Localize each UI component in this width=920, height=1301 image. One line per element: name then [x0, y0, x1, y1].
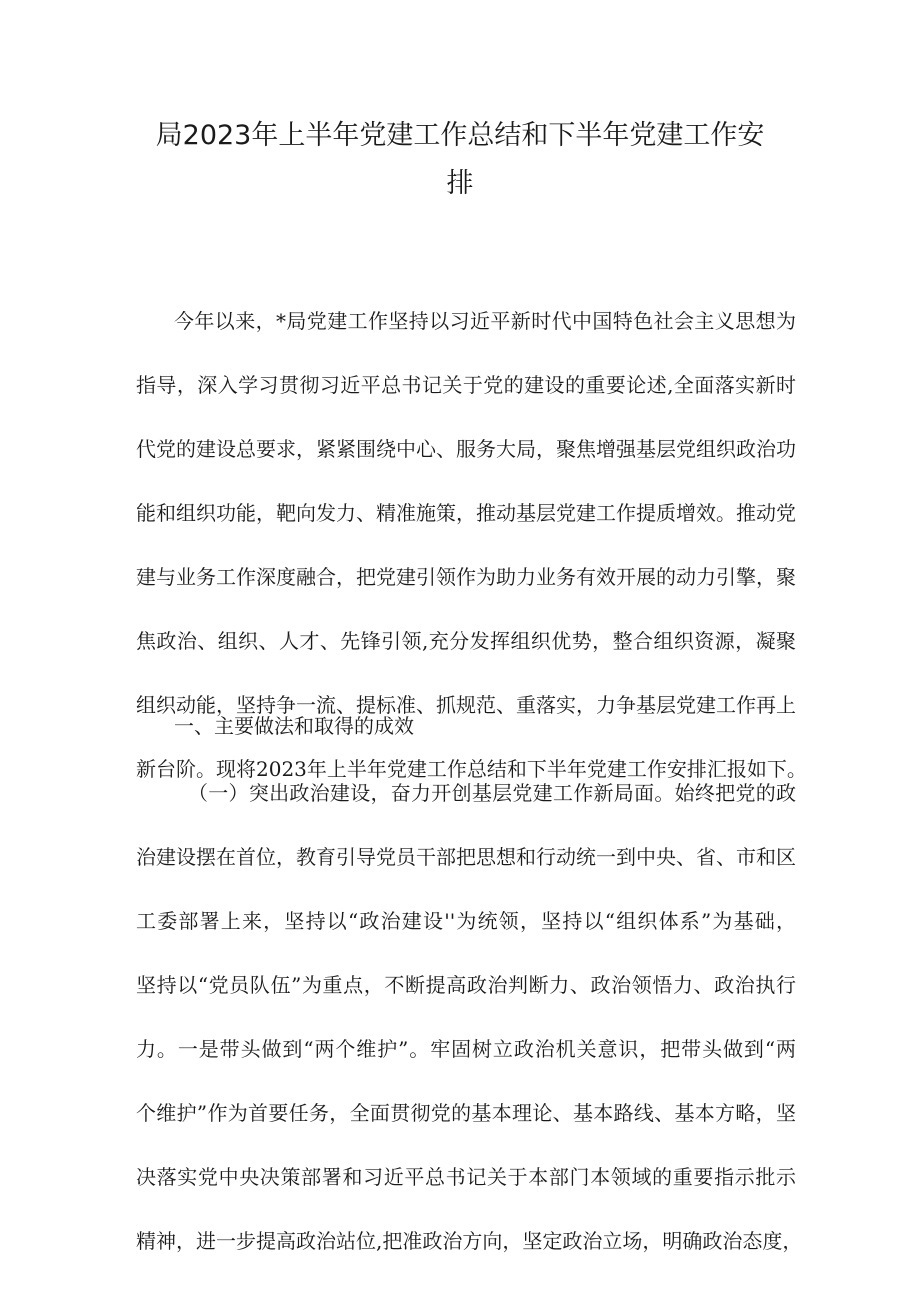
title-line-2: 排	[446, 168, 474, 199]
paragraph-line: 力。一是带头做到“两个维护”。牢固树立政治机关意识，把带头做到“两	[136, 1037, 796, 1061]
paragraph-line: 个维护”作为首要任务，全面贯彻党的基本理论、基本路线、基本方略，坚	[136, 1101, 796, 1125]
paragraph-line: 能和组织功能，靶向发力、精准施策，推动基层党建工作提质增效。推动党	[136, 501, 796, 525]
section-heading	[136, 711, 796, 742]
paragraph-line: 今年以来，*局党建工作坚持以习近平新时代中国特色社会主义思想为	[174, 309, 796, 333]
paragraph-line: 组织动能，坚持争一流、提标准、抓规范、重落实，力争基层党建工作再上	[136, 693, 796, 717]
document-title	[130, 112, 790, 208]
paragraph-line: 坚持以“党员队伍”为重点，不断提高政治判断力、政治领悟力、政治执行	[136, 973, 796, 997]
body-paragraph	[136, 778, 803, 1257]
paragraph-line: 决落实党中央决策部署和习近平总书记关于本部门本领域的重要指示批示	[136, 1165, 796, 1189]
paragraph-line: 指导，深入学习贯彻习近平总书记关于党的建设的重要论述,全面落实新时	[136, 373, 796, 397]
paragraph-line: 代党的建设总要求，紧紧围绕中心、服务大局，聚焦增强基层党组织政治功	[136, 437, 796, 461]
paragraph-line: 焦政治、组织、人才、先锋引领,充分发挥组织优势，整合组织资源，凝聚	[136, 629, 796, 653]
section-heading-text: 一、主要做法和取得的成效	[174, 714, 414, 738]
paragraph-line: 建与业务工作深度融合，把党建引领作为助力业务有效开展的动力引擎，聚	[136, 565, 796, 589]
paragraph-line: 新台阶。现将2023年上半年党建工作总结和下半年党建工作安排汇报如下。	[136, 757, 807, 781]
paragraph-line: （一）突出政治建设，奋力开创基层党建工作新局面。始终把党的政	[188, 781, 796, 805]
paragraph-line: 精神，进一步提高政治站位,把准政治方向，坚定政治立场，明确政治态度，	[136, 1229, 803, 1253]
title-line-1: 局2023年上半年党建工作总结和下半年党建工作安	[155, 120, 765, 151]
paragraph-line: 治建设摆在首位，教育引导党员干部把思想和行动统一到中央、省、市和区	[136, 845, 796, 869]
paragraph-line: 工委部署上来，坚持以“政治建设''为统领，坚持以“组织体系”为基础，	[136, 909, 796, 933]
